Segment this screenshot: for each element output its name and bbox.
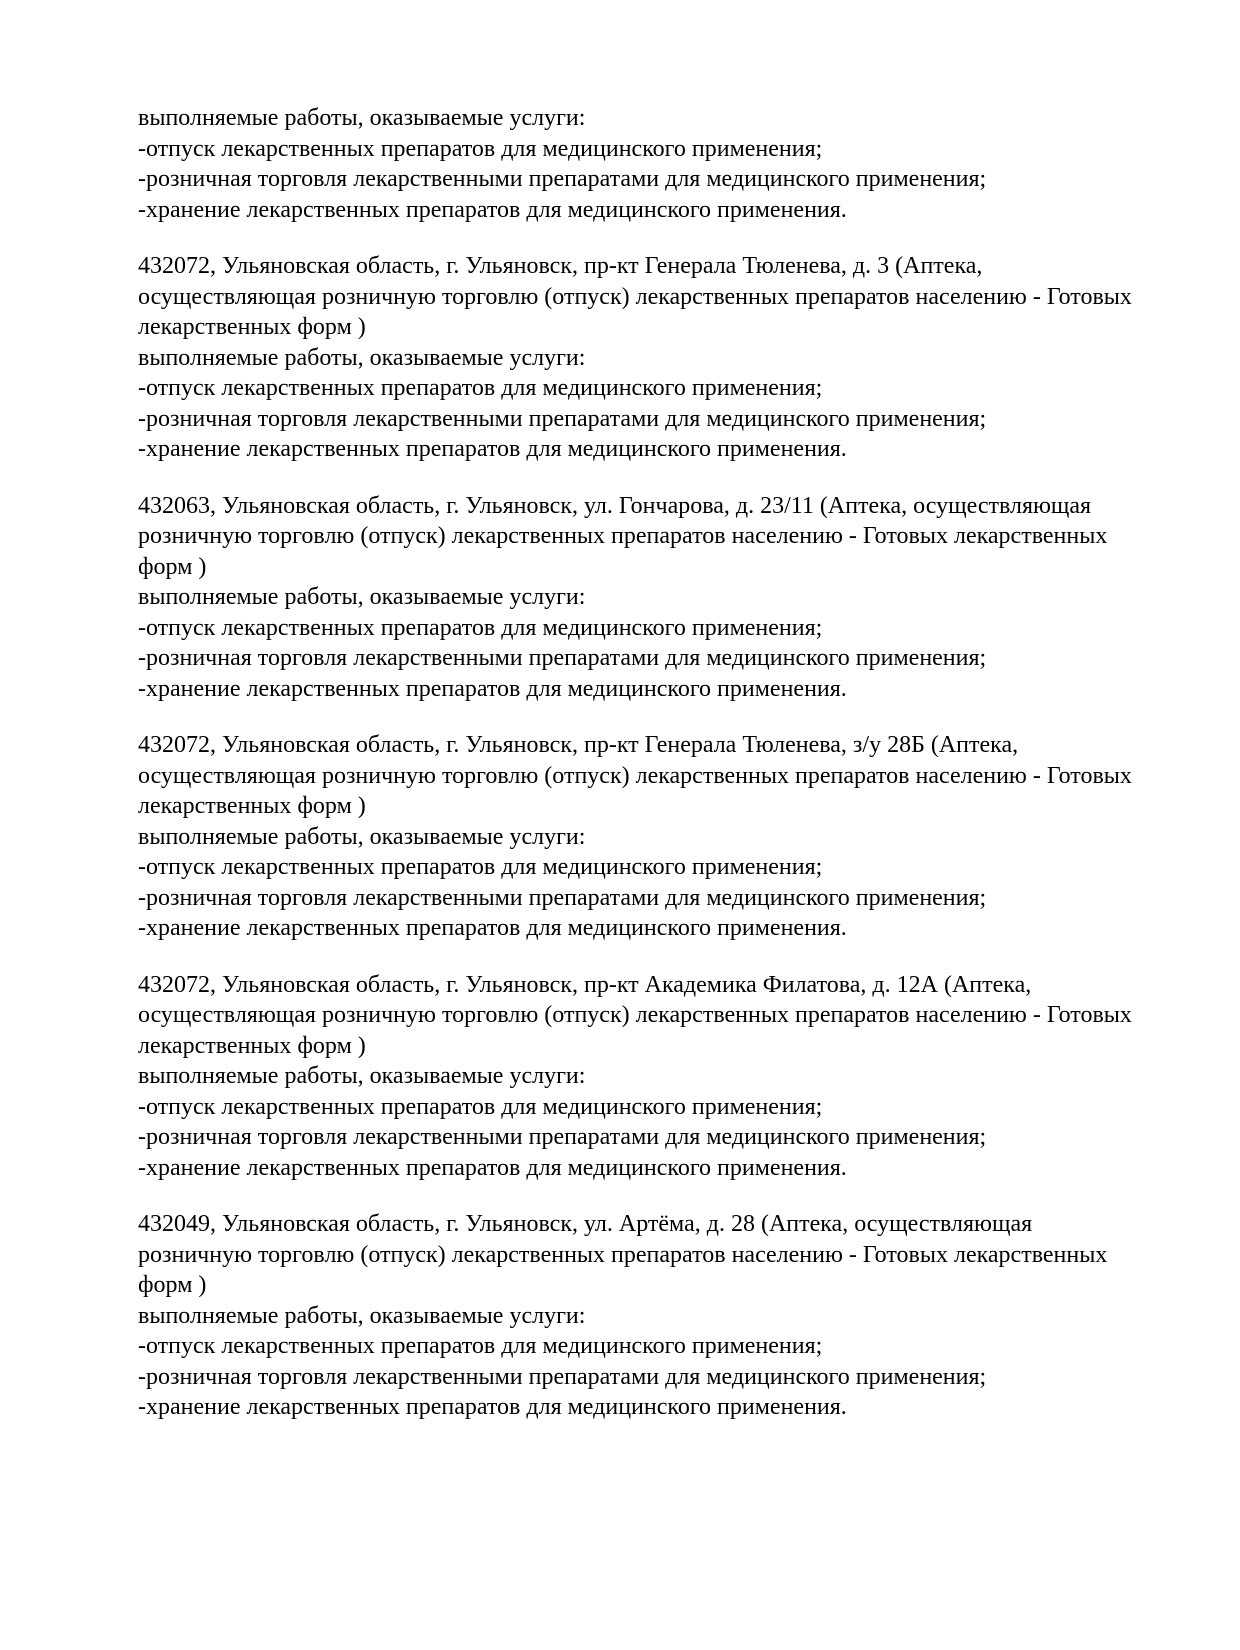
- text-line: -розничная торговля лекарственными препаратами для медицинского применения;: [138, 405, 987, 432]
- text-line: розничную торговлю (отпуск) лекарственных препаратов населению - Готовых лекарственных: [138, 1241, 1108, 1268]
- pharmacy-entry-goncharova-23-11: [138, 491, 1170, 705]
- text-line: выполняемые работы, оказываемые услуги:: [138, 1302, 586, 1329]
- text-line: форм ): [138, 553, 207, 580]
- pharmacy-entry-filatova-12a: [138, 970, 1170, 1184]
- text-line: -хранение лекарственных препаратов для медицинского применения.: [138, 436, 847, 462]
- text-line: -отпуск лекарственных препаратов для медицинского применения;: [138, 1093, 823, 1120]
- text-line: осуществляющая розничную торговлю (отпуск) лекарственных препаратов населению - Готовых: [138, 1002, 1132, 1028]
- text-line: 432072, Ульяновская область, г. Ульяновск, пр-кт Академика Филатова, д. 12А (Аптека,: [138, 971, 1032, 998]
- text-line: лекарственных форм ): [138, 793, 366, 819]
- text-line: выполняемые работы, оказываемые услуги:: [138, 105, 586, 131]
- text-line: -хранение лекарственных препаратов для медицинского применения.: [138, 1154, 847, 1181]
- text-line: -отпуск лекарственных препаратов для медицинского применения;: [138, 1333, 823, 1359]
- text-line: -розничная торговля лекарственными препаратами для медицинского применения;: [138, 166, 987, 192]
- text-line: -хранение лекарственных препаратов для медицинского применения.: [138, 915, 847, 941]
- services-list-continuation: [138, 103, 1170, 225]
- text-line: выполняемые работы, оказываемые услуги:: [138, 1063, 586, 1089]
- text-line: лекарственных форм ): [138, 314, 366, 340]
- pharmacy-entry-tyuleneva-3: [138, 251, 1170, 465]
- text-line: розничную торговлю (отпуск) лекарственных препаратов населению - Готовых лекарственных: [138, 523, 1108, 549]
- text-line: -хранение лекарственных препаратов для медицинского применения.: [138, 196, 847, 223]
- pharmacy-entry-tyuleneva-28b: [138, 730, 1170, 944]
- text-line: 432049, Ульяновская область, г. Ульяновск, ул. Артёма, д. 28 (Аптека, осуществляющая: [138, 1211, 1033, 1237]
- text-line: -отпуск лекарственных препаратов для медицинского применения;: [138, 854, 823, 880]
- text-line: 432072, Ульяновская область, г. Ульяновск, пр-кт Генерала Тюленева, д. 3 (Аптека,: [138, 253, 983, 279]
- text-line: -отпуск лекарственных препаратов для медицинского применения;: [138, 135, 823, 162]
- text-line: выполняемые работы, оказываемые услуги:: [138, 823, 586, 850]
- text-line: -отпуск лекарственных препаратов для медицинского применения;: [138, 614, 823, 641]
- text-line: -розничная торговля лекарственными препаратами для медицинского применения;: [138, 1124, 987, 1150]
- text-line: -розничная торговля лекарственными препаратами для медицинского применения;: [138, 1363, 987, 1390]
- pharmacy-entry-artyoma-28: [138, 1209, 1170, 1423]
- text-line: 432072, Ульяновская область, г. Ульяновск, пр-кт Генерала Тюленева, з/у 28Б (Аптека,: [138, 732, 1019, 758]
- text-line: -розничная торговля лекарственными препаратами для медицинского применения;: [138, 645, 987, 671]
- text-line: -отпуск лекарственных препаратов для медицинского применения;: [138, 375, 823, 401]
- text-line: -хранение лекарственных препаратов для медицинского применения.: [138, 675, 847, 702]
- text-line: выполняемые работы, оказываемые услуги:: [138, 344, 586, 371]
- text-line: выполняемые работы, оказываемые услуги:: [138, 584, 586, 610]
- text-line: осуществляющая розничную торговлю (отпуск) лекарственных препаратов населению - Готовых: [138, 283, 1132, 310]
- text-line: лекарственных форм ): [138, 1032, 366, 1059]
- text-line: -розничная торговля лекарственными препаратами для медицинского применения;: [138, 884, 987, 911]
- text-line: форм ): [138, 1272, 207, 1298]
- text-line: 432063, Ульяновская область, г. Ульяновск, ул. Гончарова, д. 23/11 (Аптека, осуществляющая: [138, 492, 1092, 519]
- text-line: осуществляющая розничную торговлю (отпуск) лекарственных препаратов населению - Готовых: [138, 762, 1132, 789]
- text-line: -хранение лекарственных препаратов для медицинского применения.: [138, 1394, 847, 1420]
